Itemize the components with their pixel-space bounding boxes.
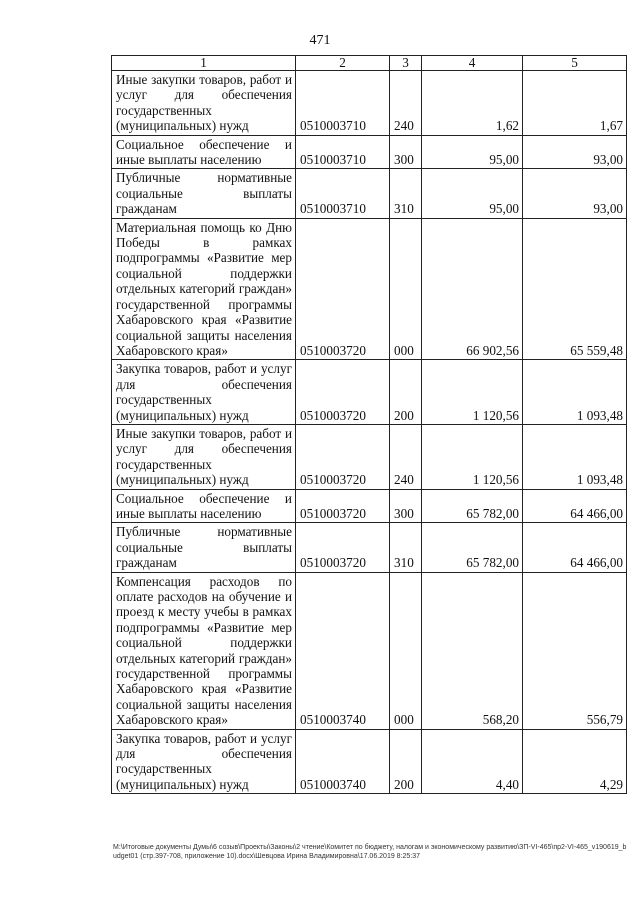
row-value-col5: 1 093,48 bbox=[523, 360, 627, 425]
row-expense-type: 240 bbox=[390, 424, 422, 489]
row-name: Социальное обеспечение и иные выплаты населению bbox=[112, 489, 296, 523]
table-row bbox=[112, 523, 627, 572]
row-value-col5: 65 559,48 bbox=[523, 218, 627, 360]
row-value-col4: 65 782,00 bbox=[422, 523, 523, 572]
table-row bbox=[112, 71, 627, 136]
row-value-col4: 1 120,56 bbox=[422, 424, 523, 489]
row-expense-type: 200 bbox=[390, 360, 422, 425]
row-value-col4: 4,40 bbox=[422, 729, 523, 794]
row-value-col4: 1 120,56 bbox=[422, 360, 523, 425]
header-col-5: 5 bbox=[523, 56, 627, 71]
table-row bbox=[112, 572, 627, 729]
row-expense-type: 000 bbox=[390, 572, 422, 729]
table-row bbox=[112, 489, 627, 523]
header-col-3: 3 bbox=[390, 56, 422, 71]
row-value-col5: 64 466,00 bbox=[523, 523, 627, 572]
row-target-code: 0510003720 bbox=[296, 489, 390, 523]
row-value-col5: 4,29 bbox=[523, 729, 627, 794]
row-value-col5: 93,00 bbox=[523, 135, 627, 169]
row-name: Публичные нормативные социальные выплаты гражданам bbox=[112, 523, 296, 572]
row-name: Закупка товаров, работ и услуг для обеспечения государственных (муниципальных) нужд bbox=[112, 729, 296, 794]
row-expense-type: 240 bbox=[390, 71, 422, 136]
header-col-4: 4 bbox=[422, 56, 523, 71]
row-value-col5: 1 093,48 bbox=[523, 424, 627, 489]
row-target-code: 0510003710 bbox=[296, 135, 390, 169]
row-target-code: 0510003720 bbox=[296, 218, 390, 360]
row-expense-type: 300 bbox=[390, 135, 422, 169]
row-name: Закупка товаров, работ и услуг для обеспечения государственных (муниципальных) нужд bbox=[112, 360, 296, 425]
row-expense-type: 310 bbox=[390, 523, 422, 572]
row-target-code: 0510003710 bbox=[296, 169, 390, 218]
row-name: Материальная помощь ко Дню Победы в рамках подпрограммы «Развитие мер социальной поддержки отдельных категорий граждан» государственной программы Хабаровского края «Развитие социальной защиты населения Хабаровского края» bbox=[112, 218, 296, 360]
row-target-code: 0510003720 bbox=[296, 424, 390, 489]
table-row bbox=[112, 218, 627, 360]
row-expense-type: 200 bbox=[390, 729, 422, 794]
row-value-col4: 1,62 bbox=[422, 71, 523, 136]
header-col-2: 2 bbox=[296, 56, 390, 71]
row-expense-type: 300 bbox=[390, 489, 422, 523]
row-target-code: 0510003720 bbox=[296, 360, 390, 425]
row-target-code: 0510003740 bbox=[296, 572, 390, 729]
page-number: 471 bbox=[309, 33, 331, 48]
row-target-code: 0510003720 bbox=[296, 523, 390, 572]
row-target-code: 0510003740 bbox=[296, 729, 390, 794]
table-row bbox=[112, 360, 627, 425]
row-value-col5: 556,79 bbox=[523, 572, 627, 729]
row-value-col5: 93,00 bbox=[523, 169, 627, 218]
table-header-row bbox=[112, 56, 627, 71]
row-value-col4: 66 902,56 bbox=[422, 218, 523, 360]
row-expense-type: 000 bbox=[390, 218, 422, 360]
row-name: Иные закупки товаров, работ и услуг для обеспечения государственных (муниципальных) нужд bbox=[112, 424, 296, 489]
row-name: Социальное обеспечение и иные выплаты населению bbox=[112, 135, 296, 169]
table-row bbox=[112, 169, 627, 218]
table-row bbox=[112, 729, 627, 794]
table-row bbox=[112, 424, 627, 489]
row-name: Иные закупки товаров, работ и услуг для обеспечения государственных (муниципальных) нужд bbox=[112, 71, 296, 136]
row-value-col4: 95,00 bbox=[422, 135, 523, 169]
row-value-col4: 568,20 bbox=[422, 572, 523, 729]
document-path-footer: M:\Итоговые документы Думы\6 созыв\Проекты\Законы\2 чтение\Комитет по бюджету, налогам и экономическому развитию\ЗП-VI-465\пр2-VI-465_v190619_budget01 (стр.397-708, приложение 10).docx\Шевцова Ирина Владимировна\17.06.2019 8:25:37 bbox=[113, 844, 627, 860]
row-expense-type: 310 bbox=[390, 169, 422, 218]
row-name: Публичные нормативные социальные выплаты гражданам bbox=[112, 169, 296, 218]
row-value-col4: 95,00 bbox=[422, 169, 523, 218]
row-value-col5: 64 466,00 bbox=[523, 489, 627, 523]
budget-table bbox=[111, 55, 627, 794]
row-name: Компенсация расходов по оплате расходов на обучение и проезд к месту учебы в рамках подпрограммы «Развитие мер социальной поддержки отдельных категорий граждан» государственной программы Хабаровского края «Развитие социальной защиты населения Хабаровского края» bbox=[112, 572, 296, 729]
row-value-col5: 1,67 bbox=[523, 71, 627, 136]
row-value-col4: 65 782,00 bbox=[422, 489, 523, 523]
table-row bbox=[112, 135, 627, 169]
row-target-code: 0510003710 bbox=[296, 71, 390, 136]
header-col-1: 1 bbox=[112, 56, 296, 71]
